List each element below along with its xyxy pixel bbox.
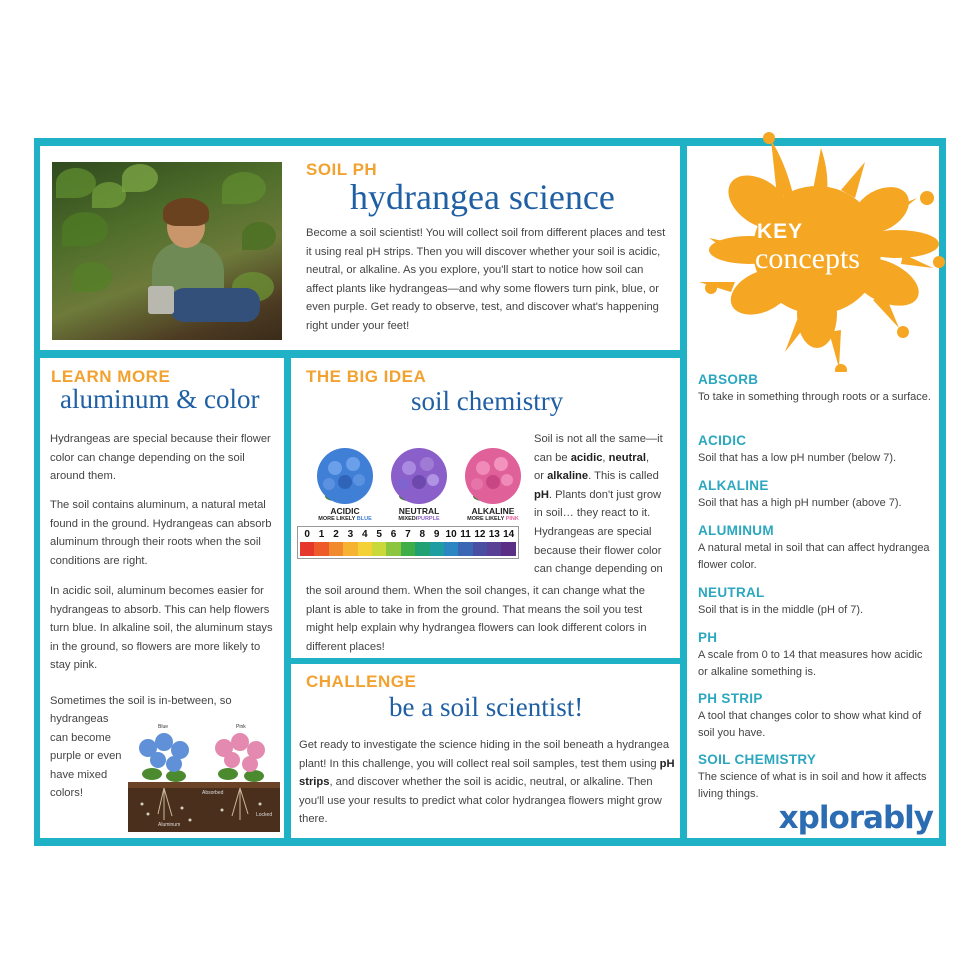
challenge-title: be a soil scientist!: [389, 692, 584, 722]
ph-color-swatch: [458, 542, 472, 556]
learn-paragraph-1: Hydrangeas are special because their flower color can change depending on the soil around them.: [50, 433, 271, 483]
ph-number: 8: [419, 529, 426, 540]
key-item: NEUTRAL Soil that is in the middle (pH of 7).: [698, 585, 864, 616]
learn-paragraph-2: The soil contains aluminum, a natural metal found in the ground. Hydrangeas can absorb aluminum through their roots when the soil conditions are right.: [50, 499, 272, 567]
key-item: ALKALINE Soil that has a high pH number (above 7).: [698, 478, 902, 509]
ph-number: 3: [347, 529, 354, 540]
intro-panel: [40, 146, 680, 350]
challenge-panel: [291, 664, 680, 838]
ph-color-swatch: [401, 542, 415, 556]
ph-color-swatch: [314, 542, 328, 556]
key-title-bottom: concepts: [755, 242, 860, 275]
flower-acidic: ACIDIC MORE LIKELY BLUE: [318, 506, 372, 522]
key-item: PH STRIP A tool that changes color to show what kind of soil you have.: [698, 691, 922, 739]
learn-paragraph-3: In acidic soil, aluminum becomes easier for hydrangeas to absorb. This can help flowers turn blue. In alkaline soil, the aluminum stays in the ground, so flowers are more likely to stay pink.: [50, 585, 273, 672]
ph-color-swatch: [372, 542, 386, 556]
big-kicker: THE BIG IDEA: [306, 367, 427, 386]
intro-title: hydrangea science: [350, 177, 615, 217]
key-title-top: KEY: [757, 220, 804, 243]
big-right-text: Soil is not all the same—it can be acidic, neutral, or alkaline. This is called pH. Plants don't just grow in soil… they react to it. Hydrangeas are special because their flower color can change depending on: [534, 433, 663, 576]
ph-number: 13: [488, 529, 500, 540]
diagram-label-blue: Blue: [158, 724, 169, 730]
big-idea-panel: [291, 358, 680, 658]
learn-kicker: LEARN MORE: [51, 367, 171, 386]
ph-color-swatch: [415, 542, 429, 556]
flower-neutral: NEUTRAL MIXED/PURPLE: [398, 506, 440, 522]
ph-color-swatch: [444, 542, 458, 556]
diagram-label-pink: Pink: [236, 724, 246, 730]
ph-color-swatch: [473, 542, 487, 556]
ph-number: 2: [333, 529, 339, 540]
ph-number: 9: [433, 529, 440, 540]
challenge-kicker: CHALLENGE: [306, 672, 417, 691]
intro-body: Become a soil scientist! You will collect soil from different places and test it using real pH strips. Then you will discover whether your soil is acidic, neutral, or alkaline. As you explore, you'll start to notice how soil can affect plants like hydrangeas—and why some flowers turn pink, blue, or even purple. Get ready to observe, test, and discover what's happening right under your feet!: [306, 227, 666, 332]
ph-number: 4: [361, 529, 368, 540]
key-item: SOIL CHEMISTRY The science of what is in soil and how it affects living things.: [698, 752, 927, 800]
learn-paragraph-4-line: Sometimes the soil is in-between, so: [50, 695, 232, 707]
ph-color-swatch: [343, 542, 357, 556]
key-concepts-panel: [687, 146, 939, 838]
key-item: ALUMINUM A natural metal in soil that can affect hydrangea flower color.: [698, 523, 930, 571]
flower-alkaline: ALKALINE MORE LIKELY PINK: [467, 506, 519, 522]
diagram-label-locked: Locked: [256, 812, 273, 818]
key-concepts-list: [698, 372, 934, 802]
ph-number: 5: [376, 529, 382, 540]
ph-color-swatch: [358, 542, 372, 556]
ph-color-swatch: [501, 542, 515, 556]
big-title: soil chemistry: [411, 386, 564, 416]
ph-color-swatch: [300, 542, 314, 556]
learn-more-panel: [40, 358, 284, 838]
key-item: ACIDIC Soil that has a low pH number (below 7).: [698, 433, 897, 464]
ph-number: 1: [318, 529, 325, 540]
challenge-body: Get ready to investigate the science hiding in the soil beneath a hydrangea plant! In this challenge, you will collect real soil samples, test them using pH strips, and discover whether the soil is acidic, neutral, or alkaline. Then you'll use your results to predict what color hydrangea flowers might grow there.: [299, 739, 675, 826]
big-full-text: the soil around them. When the soil changes, it can change what the plant is able to take in from the ground. That means the soil you test might help explain why hydrangea flowers can look different colors in different places!: [306, 585, 647, 653]
ph-number: 10: [445, 529, 457, 540]
ph-color-swatch: [430, 542, 444, 556]
ph-number: 0: [304, 529, 310, 540]
ph-number: 6: [390, 529, 397, 540]
ph-number: 14: [503, 529, 515, 540]
learn-paragraph-4-rest: hydrangeas can become purple or even have mixed colors!: [50, 713, 122, 800]
ph-number: 11: [460, 529, 471, 540]
ph-number: 12: [474, 529, 486, 540]
hydrangea-soil-diagram: [128, 724, 280, 832]
ph-scale: [297, 526, 519, 559]
ph-number: 7: [405, 529, 411, 540]
intro-kicker: SOIL PH: [306, 160, 378, 179]
diagram-label-aluminum: Aluminum: [158, 822, 181, 828]
ph-color-swatch: [386, 542, 400, 556]
key-item: ABSORB To take in something through roots or a surface.: [698, 372, 931, 403]
ph-color-swatch: [487, 542, 501, 556]
key-item: PH A scale from 0 to 14 that measures how acidic or alkaline something is.: [698, 630, 923, 678]
ph-color-swatch: [329, 542, 343, 556]
diagram-label-absorbed: Absorbed: [202, 790, 224, 796]
learn-title: aluminum & color: [60, 384, 260, 414]
xplorably-logo: xplorably: [778, 800, 933, 836]
child-digging-photo: [52, 162, 282, 340]
